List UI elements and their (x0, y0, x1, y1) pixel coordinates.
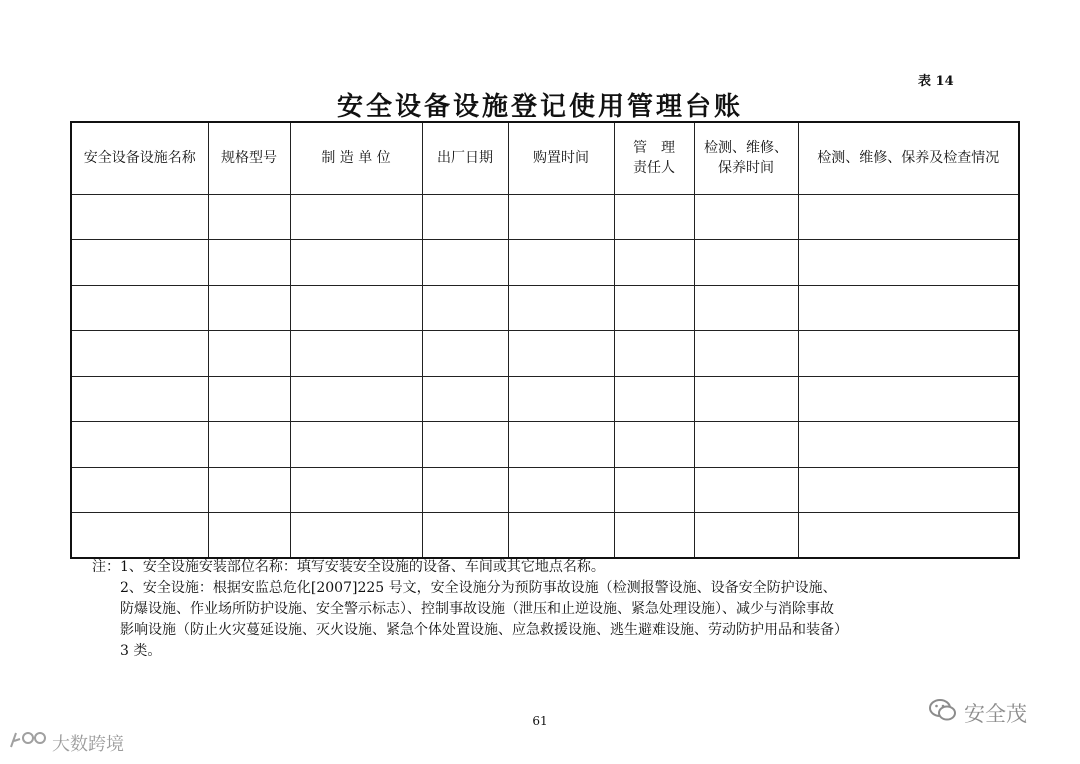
col-header-model: 规格型号 (208, 122, 290, 194)
table-cell[interactable] (694, 467, 798, 513)
table-cell[interactable] (422, 467, 508, 513)
col-header-facility-name: 安全设备设施名称 (71, 122, 208, 194)
table-cell[interactable] (422, 240, 508, 286)
table-cell[interactable] (694, 331, 798, 377)
table-cell[interactable] (290, 240, 422, 286)
table-cell[interactable] (208, 467, 290, 513)
table-cell[interactable] (508, 422, 614, 468)
table-row (71, 285, 1019, 331)
table-cell[interactable] (208, 240, 290, 286)
table-cell[interactable] (508, 240, 614, 286)
table-cell[interactable] (290, 513, 422, 559)
table-cell[interactable] (71, 467, 208, 513)
table-cell[interactable] (71, 240, 208, 286)
col-header-purchase-time: 购置时间 (508, 122, 614, 194)
table-cell[interactable] (208, 513, 290, 559)
table-cell[interactable] (290, 376, 422, 422)
table-cell[interactable] (694, 285, 798, 331)
watermark-right (928, 697, 1027, 728)
table-cell[interactable] (798, 513, 1019, 559)
document-title: 安全设备设施登记使用管理台账 (336, 92, 743, 122)
table-cell[interactable] (508, 513, 614, 559)
table-row (71, 376, 1019, 422)
table-cell[interactable] (798, 285, 1019, 331)
table-cell[interactable] (71, 422, 208, 468)
table-cell[interactable] (614, 422, 694, 468)
header-row (71, 122, 1019, 194)
table-cell[interactable] (208, 422, 290, 468)
table-cell[interactable] (798, 194, 1019, 240)
table-cell[interactable] (614, 467, 694, 513)
table-cell[interactable] (508, 331, 614, 377)
table-cell[interactable] (508, 285, 614, 331)
table-cell[interactable] (422, 422, 508, 468)
table-cell[interactable] (422, 513, 508, 559)
note-line: 影响设施（防止火灾蔓延设施、灭火设施、紧急个体处置设施、应急救援设施、逃生避难设施、劳动防护用品和装备） (120, 622, 848, 638)
watermark-right-text: 安全茂 (964, 701, 1027, 726)
col-header-responsible-person: 管 理 责任人 (614, 122, 694, 194)
watermark-left (8, 729, 124, 756)
table-cell[interactable] (798, 422, 1019, 468)
table-cell[interactable] (614, 513, 694, 559)
col-header-inspection-status: 检测、维修、保养及检查情况 (798, 122, 1019, 194)
table-cell[interactable] (208, 376, 290, 422)
table-row (71, 331, 1019, 377)
table-cell[interactable] (614, 194, 694, 240)
table-cell[interactable] (71, 513, 208, 559)
col-header-manufacturer: 制 造 单 位 (290, 122, 422, 194)
table-cell[interactable] (290, 285, 422, 331)
table-row (71, 467, 1019, 513)
table-cell[interactable] (208, 285, 290, 331)
table-cell[interactable] (422, 376, 508, 422)
table-cell[interactable] (71, 194, 208, 240)
table-cell[interactable] (290, 467, 422, 513)
col-header-factory-date: 出厂日期 (422, 122, 508, 194)
note-line: 3 类。 (120, 643, 162, 659)
table-cell[interactable] (508, 194, 614, 240)
table-cell[interactable] (798, 331, 1019, 377)
wechat-icon (928, 697, 958, 728)
table-cell[interactable] (290, 194, 422, 240)
table-cell[interactable] (208, 331, 290, 377)
table-cell[interactable] (508, 376, 614, 422)
table-cell[interactable] (614, 376, 694, 422)
note-line: 注：1、安全设施安装部位名称：填写安装安全设施的设备、车间或其它地点名称。 (92, 559, 605, 575)
table-cell[interactable] (798, 240, 1019, 286)
watermark-left-text: 大数跨境 (52, 733, 124, 755)
table-cell[interactable] (71, 376, 208, 422)
table-cell[interactable] (422, 331, 508, 377)
note-line: 防爆设施、作业场所防护设施、安全警示标志）、控制事故设施（泄压和止逆设施、紧急处理设施）、减少与消除事故 (120, 601, 834, 617)
table-row (71, 240, 1019, 286)
note-line: 2、安全设施：根据安监总危化[2007]225 号文，安全设施分为预防事故设施（检测报警设施、设备安全防护设施、 (120, 580, 837, 596)
col-header-maintenance-time: 检测、维修、 保养时间 (694, 122, 798, 194)
ledger-body (71, 194, 1019, 558)
table-cell[interactable] (694, 240, 798, 286)
table-row (71, 194, 1019, 240)
table-cell[interactable] (290, 331, 422, 377)
table-cell[interactable] (614, 285, 694, 331)
table-cell[interactable] (694, 376, 798, 422)
ledger-table (70, 121, 1020, 559)
table-cell[interactable] (208, 194, 290, 240)
logo-icon (8, 729, 48, 756)
table-cell[interactable] (694, 422, 798, 468)
table-cell[interactable] (422, 285, 508, 331)
table-cell[interactable] (798, 376, 1019, 422)
table-label: 表 14 (918, 74, 954, 89)
notes (92, 557, 1012, 662)
table-cell[interactable] (422, 194, 508, 240)
table-cell[interactable] (614, 240, 694, 286)
table-row (71, 422, 1019, 468)
table-cell[interactable] (614, 331, 694, 377)
table-cell[interactable] (798, 467, 1019, 513)
table-cell[interactable] (508, 467, 614, 513)
table-row (71, 513, 1019, 559)
table-cell[interactable] (71, 285, 208, 331)
table-cell[interactable] (71, 331, 208, 377)
page-number: 61 (532, 714, 548, 728)
table-cell[interactable] (694, 194, 798, 240)
table-cell[interactable] (694, 513, 798, 559)
table-cell[interactable] (290, 422, 422, 468)
